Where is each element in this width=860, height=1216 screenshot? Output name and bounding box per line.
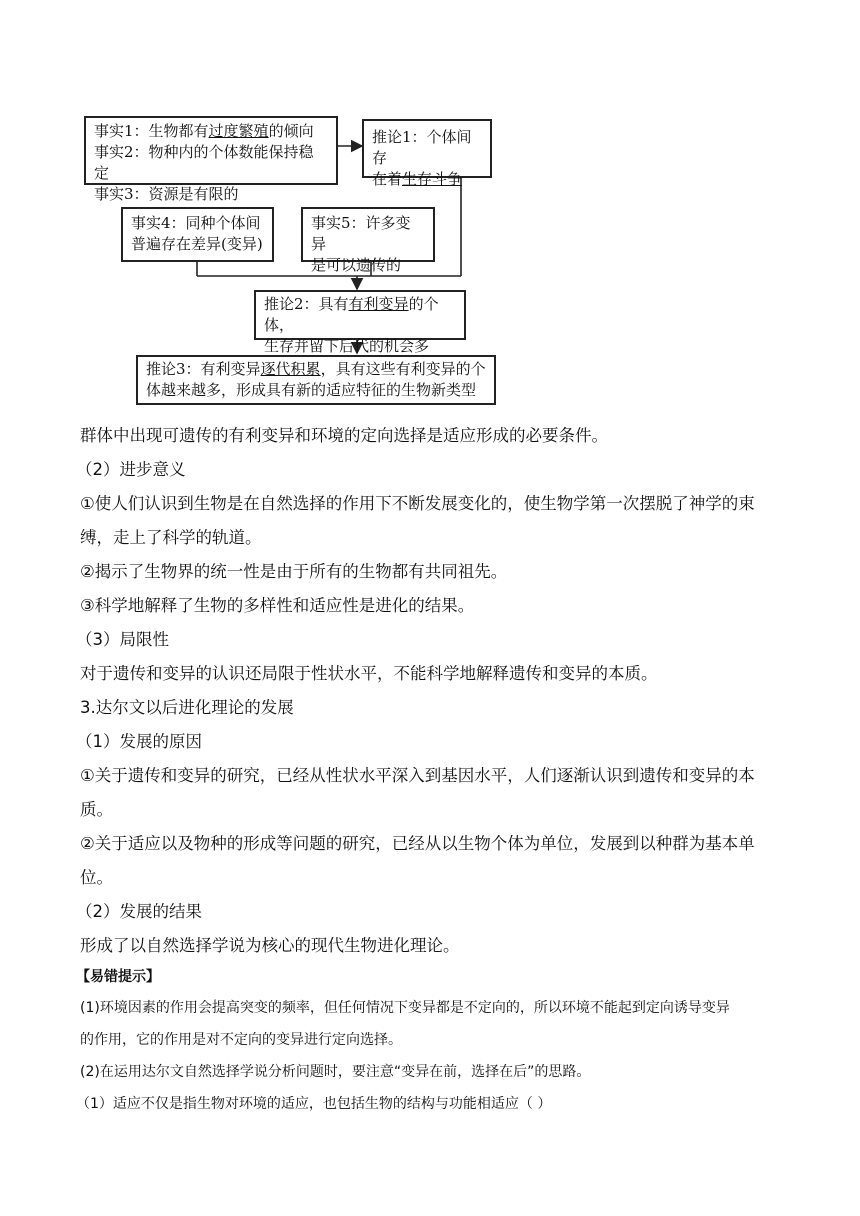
- progress-point-2: ②揭示了生物界的统一性是由于所有的生物都有共同祖先。: [80, 562, 508, 581]
- inference1-underlined: 生存斗争: [402, 170, 463, 188]
- darwin-reasoning-diagram: [0, 0, 860, 410]
- inference-box-2: [254, 290, 466, 355]
- inference2-text: 推论2：具有: [264, 295, 349, 313]
- fact4-line1: 事实4：同种个体间: [131, 214, 261, 232]
- heading-error-tips: 【易错提示】: [76, 969, 160, 985]
- judgment-question-1: （1）适应不仅是指生物对环境的适应，也包括生物的结构与功能相适应（ ）: [76, 1096, 552, 1112]
- fact3-text: 事实3：资源是有限的: [94, 185, 239, 203]
- cause-point-2-line1: ②关于适应以及物种的形成等问题的研究，已经从以生物个体为单位，发展到以种群为基本单: [80, 834, 755, 853]
- fact2-text: 事实2：物种内的个体数能保持稳定: [94, 143, 314, 182]
- fact-box-1-3: [84, 116, 338, 203]
- cause-point-1-line1: ①关于遗传和变异的研究，已经从性状水平深入到基因水平，人们逐渐认识到遗传和变异的本: [80, 766, 755, 785]
- fact5-line1: 事实5：许多变异: [311, 214, 411, 253]
- inference3-underlined: 逐代积累: [260, 360, 321, 378]
- inference2-text-end: 的个体，: [264, 295, 439, 334]
- inference2-underlined: 有利变异: [348, 295, 409, 313]
- paragraph-conditions: 群体中出现可遗传的有利变异和环境的定向选择是适应形成的必要条件。: [80, 426, 608, 445]
- progress-point-1-line1: ①使人们认识到生物是在自然选择的作用下不断发展变化的，使生物学第一次摆脱了神学的束: [80, 494, 755, 513]
- tip-1-line2: 的作用，它的作用是对不定向的变异进行定向选择。: [80, 1032, 402, 1048]
- fact1-underlined: 过度繁殖: [208, 122, 269, 140]
- inference-box-3: [136, 355, 496, 405]
- paragraph-results: 形成了以自然选择学说为核心的现代生物进化理论。: [80, 936, 460, 955]
- inference3-line2: 体越来越多，形成具有新的适应特征的生物新类型: [146, 381, 477, 399]
- inference1-line1: 推论1：个体间存: [372, 128, 472, 167]
- heading-section-3: 3.达尔文以后进化理论的发展: [80, 698, 294, 717]
- progress-point-3: ③科学地解释了生物的多样性和适应性是进化的结果。: [80, 596, 475, 615]
- fact1-text: 事实1：生物都有: [94, 122, 209, 140]
- fact4-line2: 普遍存在差异(变异): [131, 235, 263, 253]
- inference3-text-end: ，具有这些有利变异的个: [320, 360, 486, 378]
- heading-causes: （1）发展的原因: [76, 732, 202, 751]
- heading-progress: （2）进步意义: [76, 460, 186, 479]
- fact1-text-end: 的倾向: [268, 122, 314, 140]
- cause-point-1-line2: 质。: [80, 800, 113, 819]
- inference2-line2: 生存并留下后代的机会多: [264, 337, 430, 355]
- fact-box-5: [301, 207, 435, 274]
- inference-box-1: [362, 119, 492, 188]
- heading-results: （2）发展的结果: [76, 902, 202, 921]
- tip-2: (2)在运用达尔文自然选择学说分析问题时，要注意“变异在前，选择在后”的思路。: [80, 1064, 591, 1080]
- fact-box-4: [121, 207, 274, 262]
- cause-point-2-line2: 位。: [80, 868, 113, 887]
- fact5-line2: 是可以遗传的: [311, 256, 402, 274]
- tip-1-line1: (1)环境因素的作用会提高突变的频率，但任何情况下变异都是不定向的，所以环境不能起到定向诱导变异: [80, 1000, 730, 1016]
- inference3-text: 推论3：有利变异: [146, 360, 261, 378]
- heading-limitations: （3）局限性: [76, 630, 169, 649]
- progress-point-1-line2: 缚，走上了科学的轨道。: [80, 528, 262, 547]
- paragraph-limitations: 对于遗传和变异的认识还局限于性状水平，不能科学地解释遗传和变异的本质。: [80, 664, 658, 683]
- inference1-line2: 在着: [372, 170, 403, 188]
